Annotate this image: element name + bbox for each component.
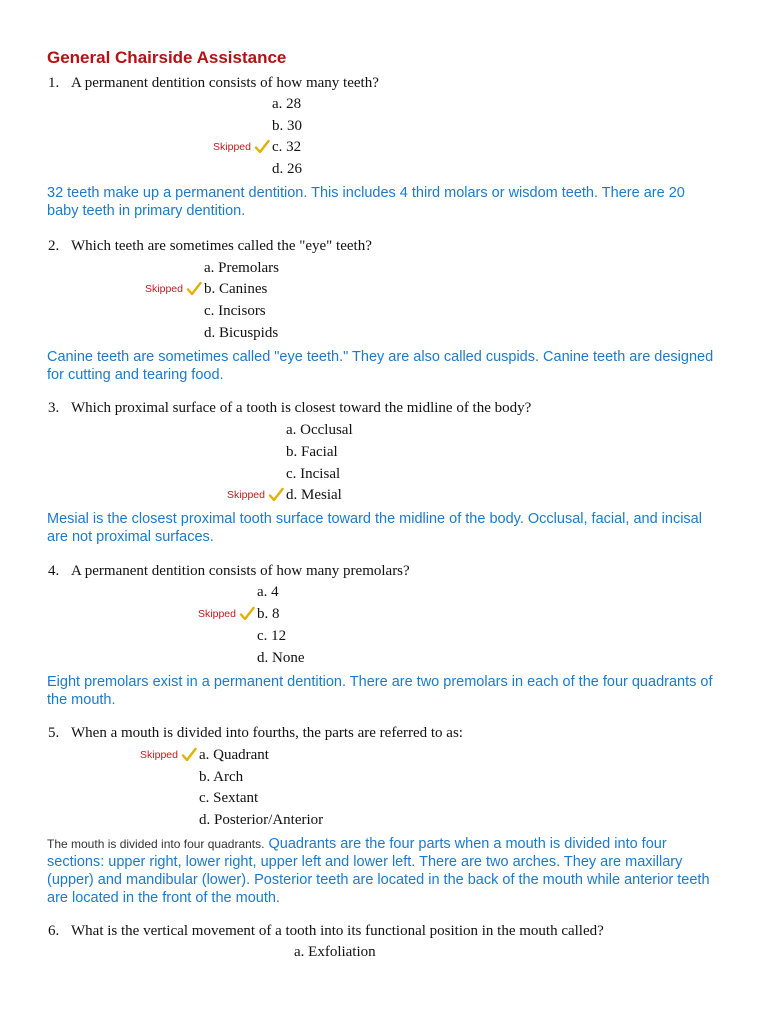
checkmark-icon [254,139,270,155]
answer-explanation: Mesial is the closest proximal tooth surface toward the midline of the body. Occlusal, facial, and incisal are not proximal surfaces. [47,511,702,545]
skipped-label: Skipped [140,749,178,761]
option-a[interactable]: a. Premolars [204,260,279,276]
option-b[interactable]: b. 8 [257,606,280,622]
question-1 [0,73,768,93]
option-c[interactable]: c. 12 [257,628,287,644]
option-b[interactable]: b. Facial [286,444,338,460]
question-number: 5. [48,725,60,741]
option-d[interactable]: d. 26 [272,161,302,177]
question-3 [0,398,768,418]
question-6 [0,921,768,941]
option-b[interactable]: b. Canines [204,281,268,297]
option-d[interactable]: d. Posterior/Anterior [199,812,324,828]
option-c[interactable]: c. Incisal [286,466,341,482]
checkmark-icon [268,487,284,503]
answer-marker [133,745,197,765]
question-text: Which teeth are sometimes called the "eye" teeth? [71,238,372,254]
answer-marker [191,604,255,624]
answer-explanation: 32 teeth make up a permanent dentition. This includes 4 third molars or wisdom teeth. There are 20 baby teeth in primary dentition. [47,185,685,219]
option-d[interactable]: d. Mesial [286,487,342,503]
checkmark-icon [186,281,202,297]
question-number: 3. [48,400,60,416]
option-c[interactable]: c. Sextant [199,790,259,806]
question-text: When a mouth is divided into fourths, the parts are referred to as: [71,725,463,741]
option-a[interactable]: a. Occlusal [286,422,353,438]
checkmark-icon [239,606,255,622]
page-title: General Chairside Assistance [47,48,287,67]
option-c[interactable]: c. Incisors [204,303,266,319]
skipped-label: Skipped [145,283,183,295]
skipped-label: Skipped [198,608,236,620]
option-d[interactable]: d. None [257,650,305,666]
answer-explanation: Canine teeth are sometimes called "eye teeth." They are also called cuspids. Canine teeth are designed for cutting and tearing food. [47,349,714,383]
question-5 [0,723,768,743]
option-a[interactable]: a. 28 [272,96,302,112]
option-a[interactable]: a. Quadrant [199,747,269,763]
question-number: 2. [48,238,60,254]
answer-explanation: Eight premolars exist in a permanent dentition. There are two premolars in each of the four quadrants of the mouth. [47,674,713,708]
option-b[interactable]: b. Arch [199,769,244,785]
option-d[interactable]: d. Bicuspids [204,325,279,341]
skipped-label: Skipped [227,489,265,501]
question-number: 6. [48,923,60,939]
question-4 [0,561,768,581]
question-number: 1. [48,75,60,91]
option-b[interactable]: b. 30 [272,118,302,134]
question-text: A permanent dentition consists of how many premolars? [71,563,410,579]
answer-marker [138,279,202,299]
checkmark-icon [181,747,197,763]
answer-explanation [47,835,719,907]
question-2 [0,236,768,256]
explanation-text: Quadrants are the four parts when a mouth is divided into four sections: upper right, lower right, upper left and lower left. There are two arches. They are maxillary (upper) and mandibular (lower). Posterior teeth are located in the back of the mouth while anterior teeth are located in the front of the mouth. [47,836,710,906]
option-a[interactable]: a. 4 [257,584,279,600]
answer-marker [206,137,270,157]
question-text: A permanent dentition consists of how many teeth? [71,75,379,91]
question-text: What is the vertical movement of a tooth into its functional position in the mouth called? [71,923,604,939]
skipped-label: Skipped [213,141,251,153]
question-text: Which proximal surface of a tooth is closest toward the midline of the body? [71,400,532,416]
option-c[interactable]: c. 32 [272,139,302,155]
question-number: 4. [48,563,60,579]
option-a[interactable]: a. Exfoliation [294,944,376,960]
explanation-note: The mouth is divided into four quadrants. [47,837,265,851]
answer-marker [220,485,284,505]
